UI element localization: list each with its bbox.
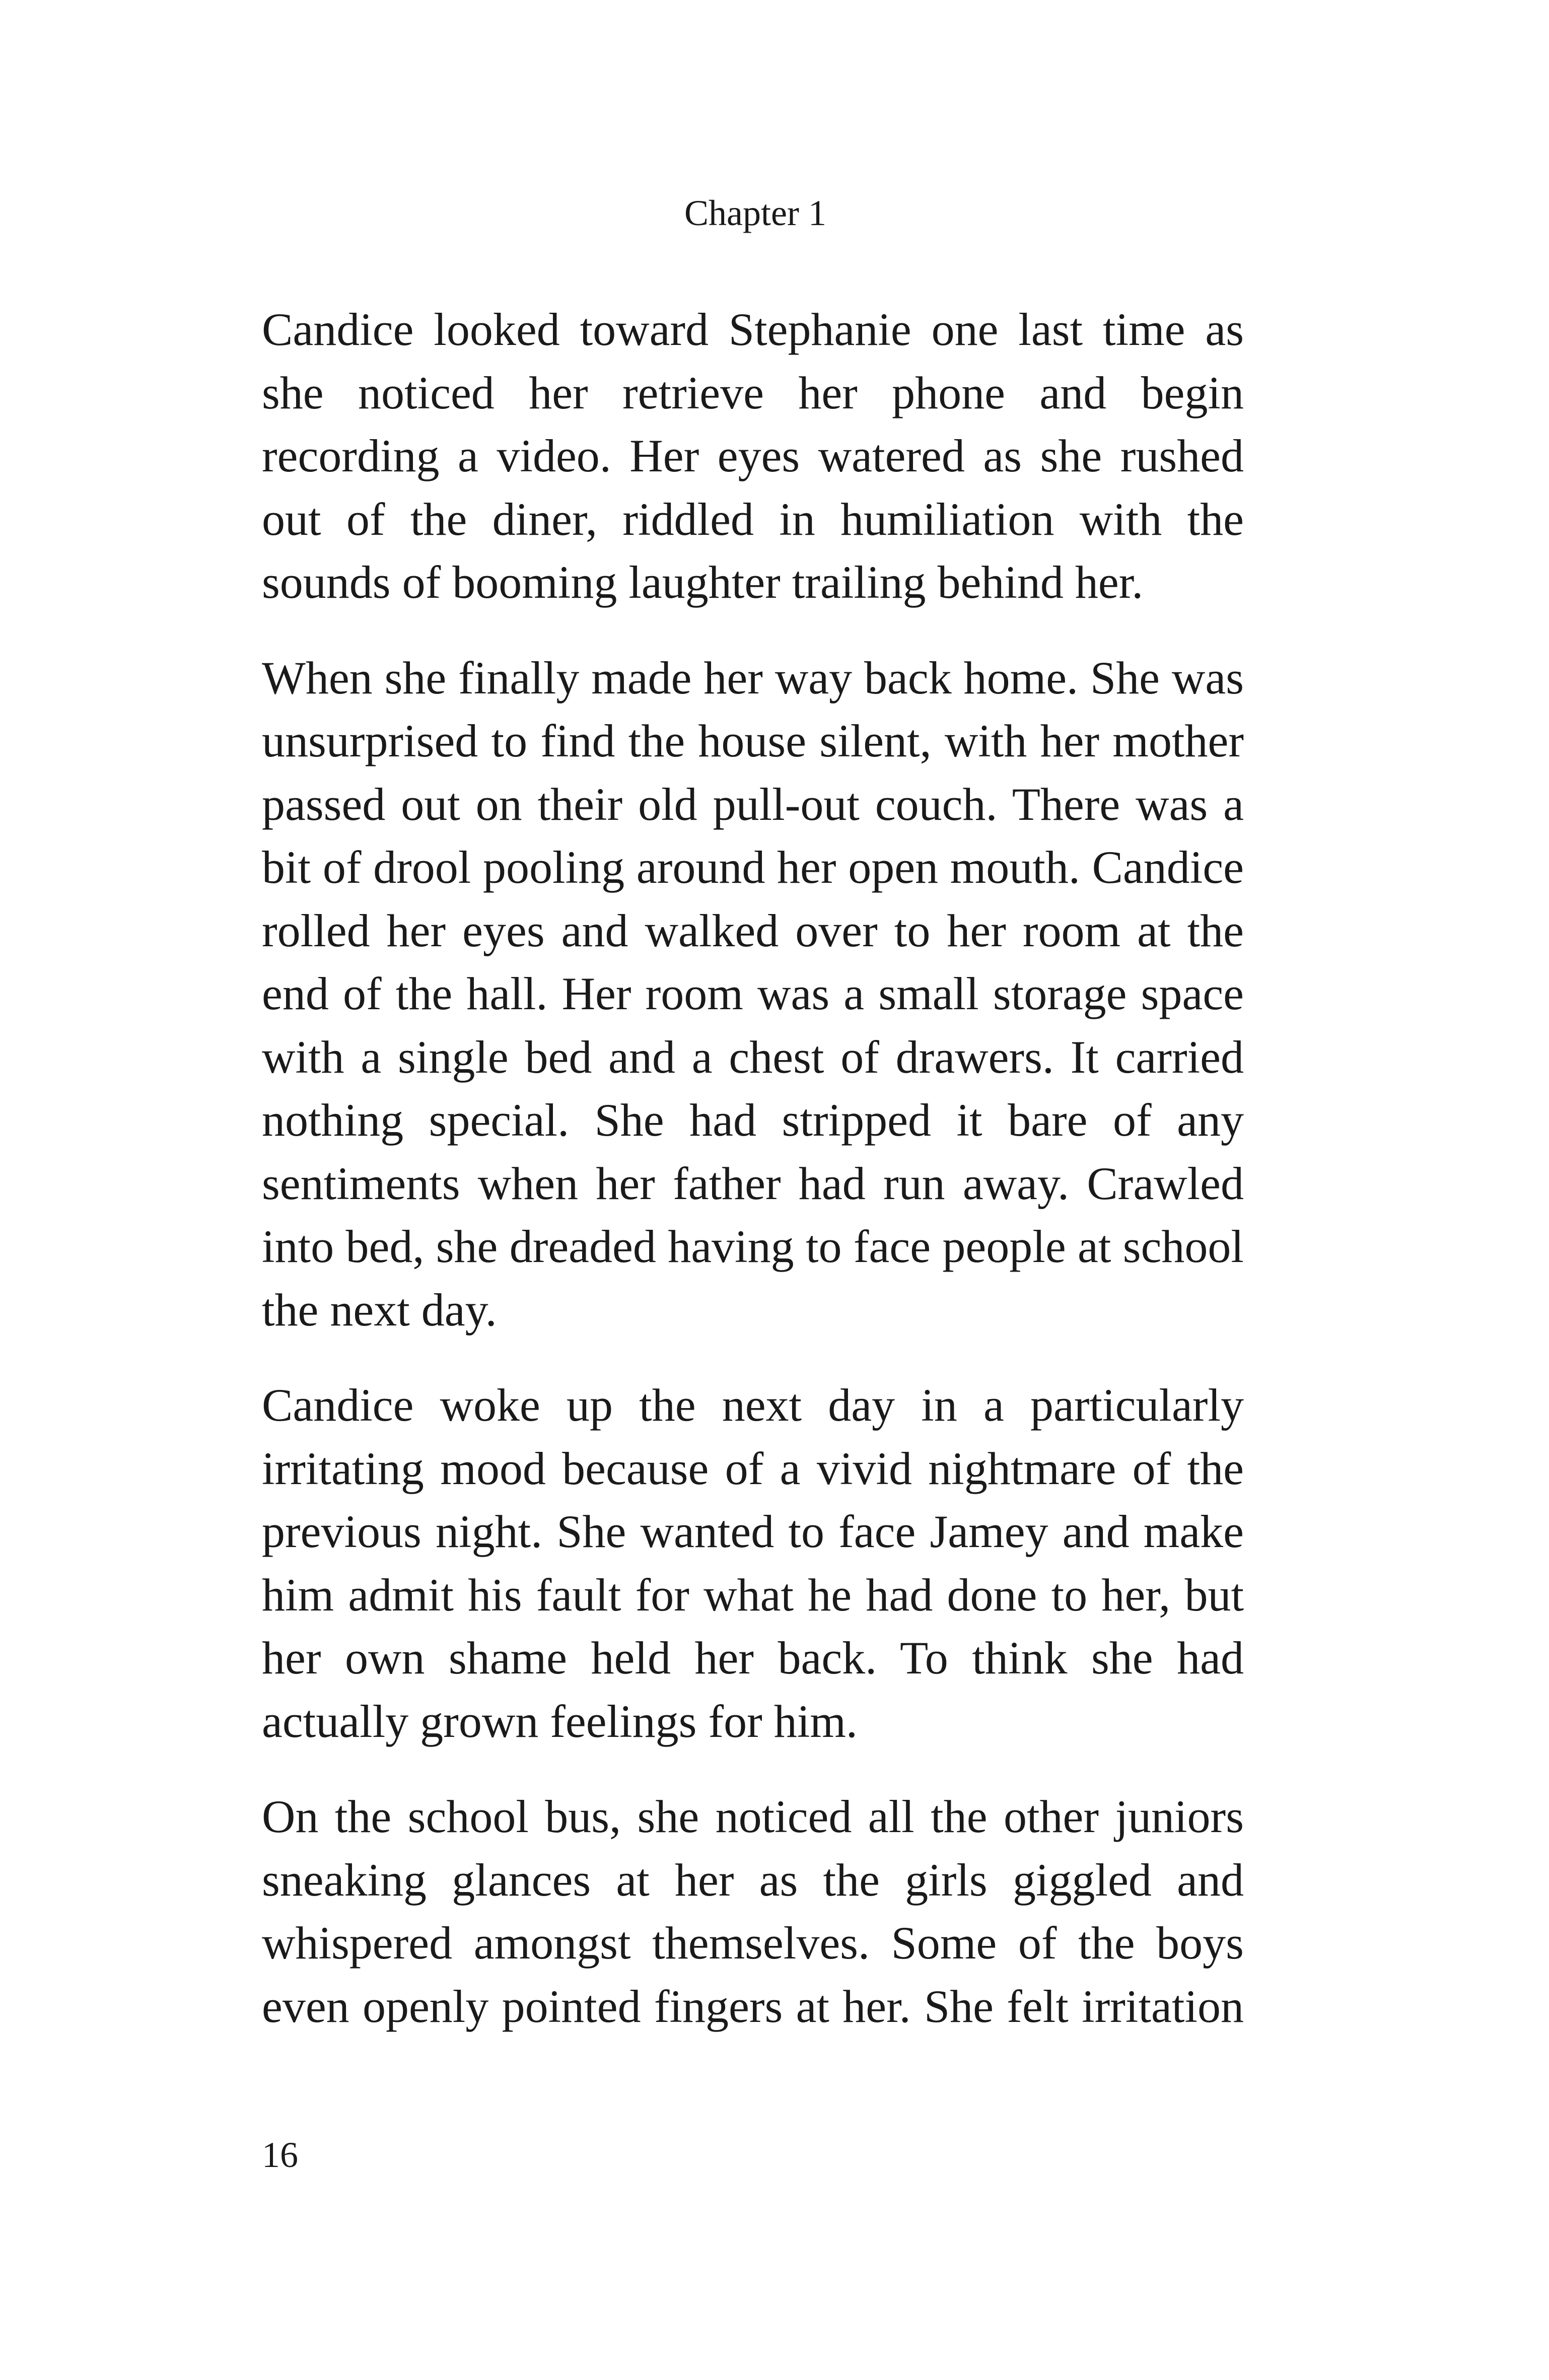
chapter-heading: Chapter 1	[684, 193, 826, 233]
body-text	[262, 298, 1244, 2038]
paragraph-3: Candice woke up the next day in a particularly irritating mood because of a vivid nightmare of the previous night. She wanted to face Jamey and make him admit his fault for what he had done to her, but her own shame held her back. To think she had actually grown feelings for him.	[262, 1379, 1244, 1747]
paragraph-1: Candice looked toward Stephanie one last time as she noticed her retrieve her phone and begin recording a video. Her eyes watered as she rushed out of the diner, riddled in humiliation with the sounds of booming laughter trailing behind her.	[262, 304, 1244, 608]
page-number: 16	[262, 2135, 298, 2175]
paragraph-2: When she finally made her way back home. She was unsurprised to find the house silent, with her mother passed out on their old pull-out couch. There was a bit of drool pooling around her open mouth. Candice rolled her eyes and walked over to her room at the end of the hall. Her room was a small storage space with a single bed and a chest of drawers. It carried nothing special. She had stripped it bare of any sentiments when her father had run away. Crawled into bed, she dreaded having to face people at school the next day.	[262, 652, 1244, 1336]
paragraph-4: On the school bus, she noticed all the other juniors sneaking glances at her as the girls giggled and whispered amongst themselves. Some of the boys even openly pointed fingers at her. She felt irritation	[262, 1791, 1244, 2032]
